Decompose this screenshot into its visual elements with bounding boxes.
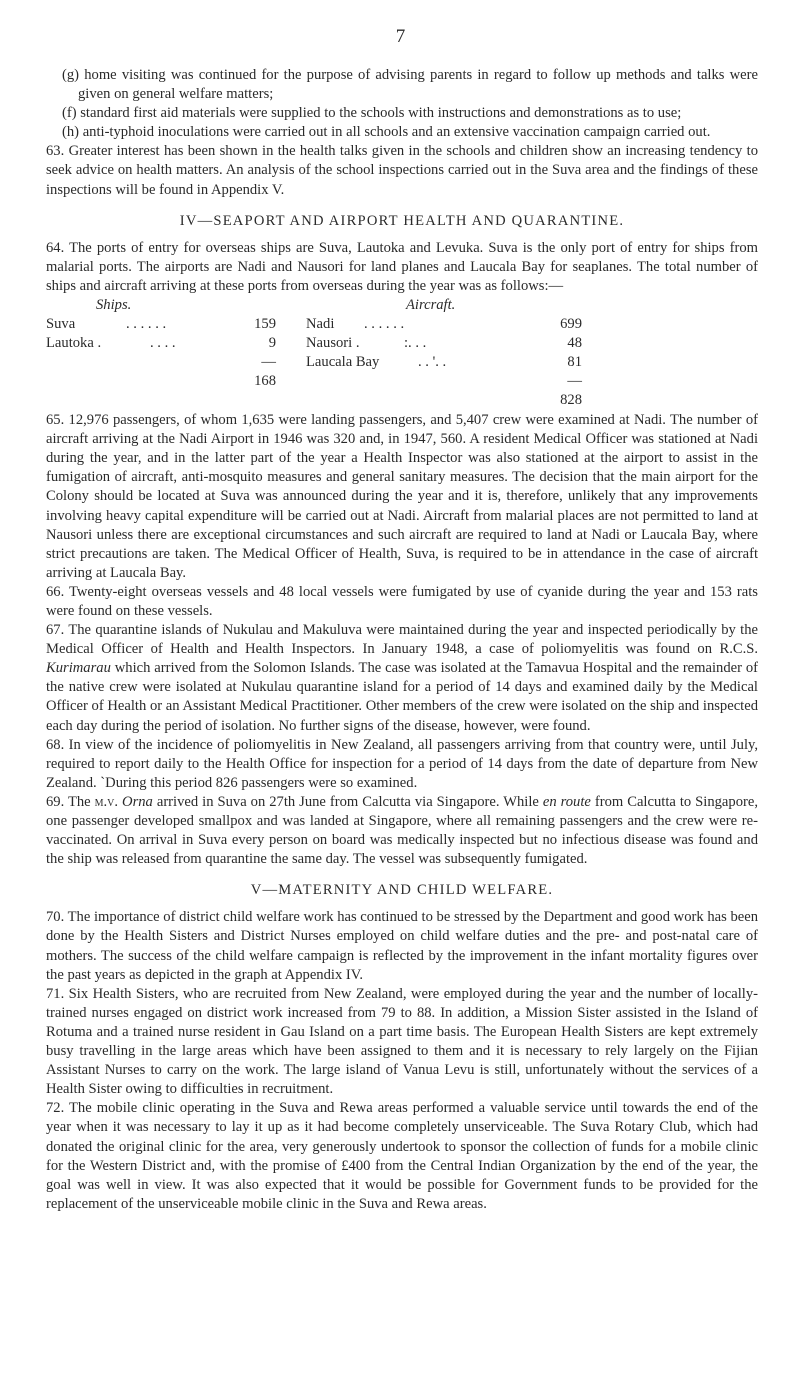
page-body (46, 66, 758, 1214)
paragraph-66: 66. Twenty-eight overseas vessels and 48 local vessels were fumigated by use of cyanide during the year and 153 rats were found on these vessels. (46, 583, 758, 619)
paragraph-71: 71. Six Health Sisters, who are recruited from New Zealand, were employed during the year and the number of locally-trained nurses engaged on district work increased from 79 to 88. In addition, a Mission Sister assisted in the Island of Rotuma and a trained nurse resident in Gau Island on a part time basis. The European Health Sisters are kept extremely busy travelling in the large areas which have been assigned to them and it is necessary to rely largely on the Fijian Assistant Nurses to carry on the work. The large island of Vanua Levu is still, unfortunately without the services of a Health Sister owing to difficulties in recruitment. (46, 985, 758, 1098)
paragraph-69-text: arrived in Suva on 27th June from Calcutta via Singapore. While (152, 793, 543, 810)
paragraph-63: 63. Greater interest has been shown in the health talks given in the schools and children show an increasing tendency to seek advice on health matters. An analysis of the school inspections carried out in the Suva area and the findings of these inspections will be found in Appendix V. (46, 143, 758, 198)
vessel-prefix: m.v. (94, 793, 119, 810)
en-route-phrase: en route (542, 793, 591, 810)
item-text: home visiting was continued for the purpose of advising parents in regard to follow up methods and talks were given on general welfare matters; (78, 67, 758, 103)
ship-row-name: Suva (46, 316, 76, 333)
paragraph-70: 70. The importance of district child welfare work has continued to be stressed by the Department and good work has been done by the Health Sisters and District Nurses employed on child welfare duties and the pre- and post-natal care of mothers. The success of the child welfare campaign is reflected by the improvement in the infant mortality figures over the past years as depicted in the graph at Appendix IV. (46, 909, 758, 983)
paragraph-69 (46, 793, 758, 869)
list-item (46, 104, 758, 123)
item-label: (f) (62, 105, 77, 122)
section-heading-seaport: IV—SEAPORT AND AIRPORT HEALTH AND QUARANTINE. (179, 212, 625, 229)
paragraph-69-text: 69. The (46, 793, 95, 810)
ship-row-leader: . . . . . . (126, 316, 167, 333)
ship-name: Kurimarau (46, 660, 111, 677)
aircraft-rule: — (567, 373, 582, 390)
paragraph-67 (46, 621, 758, 736)
aircraft-header: Aircraft. (406, 297, 456, 314)
ship-row-name: Lautoka . (46, 335, 102, 352)
aircraft-row-leader: :. . . (404, 335, 427, 352)
item-label: (g) (62, 67, 80, 83)
aircraft-total: 828 (560, 392, 582, 409)
item-text: standard first aid materials were supplied to the schools with instructions and demonstrations as to use; (80, 105, 682, 122)
list-item (46, 123, 758, 142)
ship-row-value: 9 (268, 335, 276, 352)
aircraft-row-name: Nadi (306, 316, 335, 333)
paragraph-68: 68. In view of the incidence of poliomyelitis in New Zealand, all passengers arriving from that country were, until July, required to report daily to the Health Office for inspection for a period of 14 days from the date of departure from New Zealand. `During this period 826 passengers were so examined. (46, 736, 758, 791)
paragraph-67-text: which arrived from the Solomon Islands. The case was isolated at the Tamavua Hospital and the remainder of the native crew were isolated at Nukulau quarantine island for a period of 14 days and examined daily by the Medical Officer of Health or an Assistant Medical Practitioner. Other members of the crew were isolated on the ship and inspected each day during the period of isolation. No further signs of the disease, however, were found. (46, 660, 758, 734)
ships-header: Ships. (96, 297, 132, 314)
ships-rule: — (261, 354, 276, 371)
paragraph-65: 65. 12,976 passengers, of whom 1,635 were landing passengers, and 5,407 crew were examined at Nadi. The number of aircraft arriving at the Nadi Airport in 1946 was 320 and, in 1947, 560. A resident Medical Officer was stationed at Nadi during the year, and in the latter part of the year a Health Inspector was also stationed at the airport to assist in the fumigation of aircraft, anti-mosquito measures and general sanitary measures. The decision that the main airport for the Colony should be located at Suva was announced during the year and it is, therefore, unlikely that any improvements involving heavy capital expenditure will be carried out at Nadi. Aircraft from malarial places are not permitted to land at Nausori unless there are exceptional circumstances and such aircraft are required to land at Nadi or Laucala Bay, where strict precautions are taken. The Medical Officer of Health, Suva, is required to be in attendance in the case of aircraft arriving at Laucala Bay. (46, 412, 758, 581)
paragraph-64: 64. The ports of entry for overseas ships are Suva, Lautoka and Levuka. Suva is the only port of entry for ships from malarial ports. The airports are Nadi and Nausori for land planes and Laucala Bay for seaplanes. The total number of ships and aircraft arriving at these ports from overseas during the year was as follows:— (46, 239, 758, 294)
item-text: anti-typhoid inoculations were carried out in all schools and an extensive vaccination campaign carried out. (82, 124, 711, 141)
paragraph-67-text: 67. The quarantine islands of Nukulau and Makuluva were maintained during the year and inspected periodically by the Medical Officer of Health and Health Inspectors. In January 1948, a case of poliomyelitis was found on R.C.S. (46, 622, 758, 658)
page-number: 7 (395, 26, 406, 47)
arrivals-table (46, 296, 758, 411)
section-heading-maternity: V—MATERNITY AND CHILD WELFARE. (250, 882, 554, 899)
ship-row-leader: . . . . (150, 335, 176, 352)
aircraft-row-value: 81 (567, 354, 582, 371)
ship-name: Orna (122, 793, 153, 810)
ships-total: 168 (254, 373, 276, 390)
aircraft-row-leader: . . . . . . (364, 316, 405, 333)
aircraft-row-name: Laucala Bay (306, 354, 380, 371)
list-item (46, 66, 758, 104)
aircraft-row-value: 48 (567, 335, 582, 352)
paragraph-69-text: from Calcutta to Singapore, one passenger developed smallpox and was landed at Singapore, where all remaining passengers and the crew were re-vaccinated. On arrival in Suva every person on board was medically inspected but no infectious disease was found and the ship was released from quarantine the same day. The vessel was subsequently fumigated. (46, 793, 758, 868)
item-label: (h) (62, 124, 80, 141)
ship-row-value: 159 (254, 316, 276, 333)
aircraft-row-leader: . . '. . (418, 354, 447, 371)
aircraft-row-value: 699 (560, 316, 582, 333)
paragraph-72: 72. The mobile clinic operating in the Suva and Rewa areas performed a valuable service until towards the end of the year when it was necessary to lay it up as it had become completely unserviceable. The Suva Rotary Club, which had donated the original clinic for the area, very generously undertook to sponsor the collection of funds for a mobile clinic for the Western District and, with the promise of £400 from the Central Indian Organization by the end of the year, the goal was well in view. It was also expected that it would be possible for Government funds to be provided for the replacement of the unserviceable mobile clinic in the Suva and Rewa areas. (46, 1100, 758, 1212)
aircraft-row-name: Nausori . (306, 335, 360, 352)
